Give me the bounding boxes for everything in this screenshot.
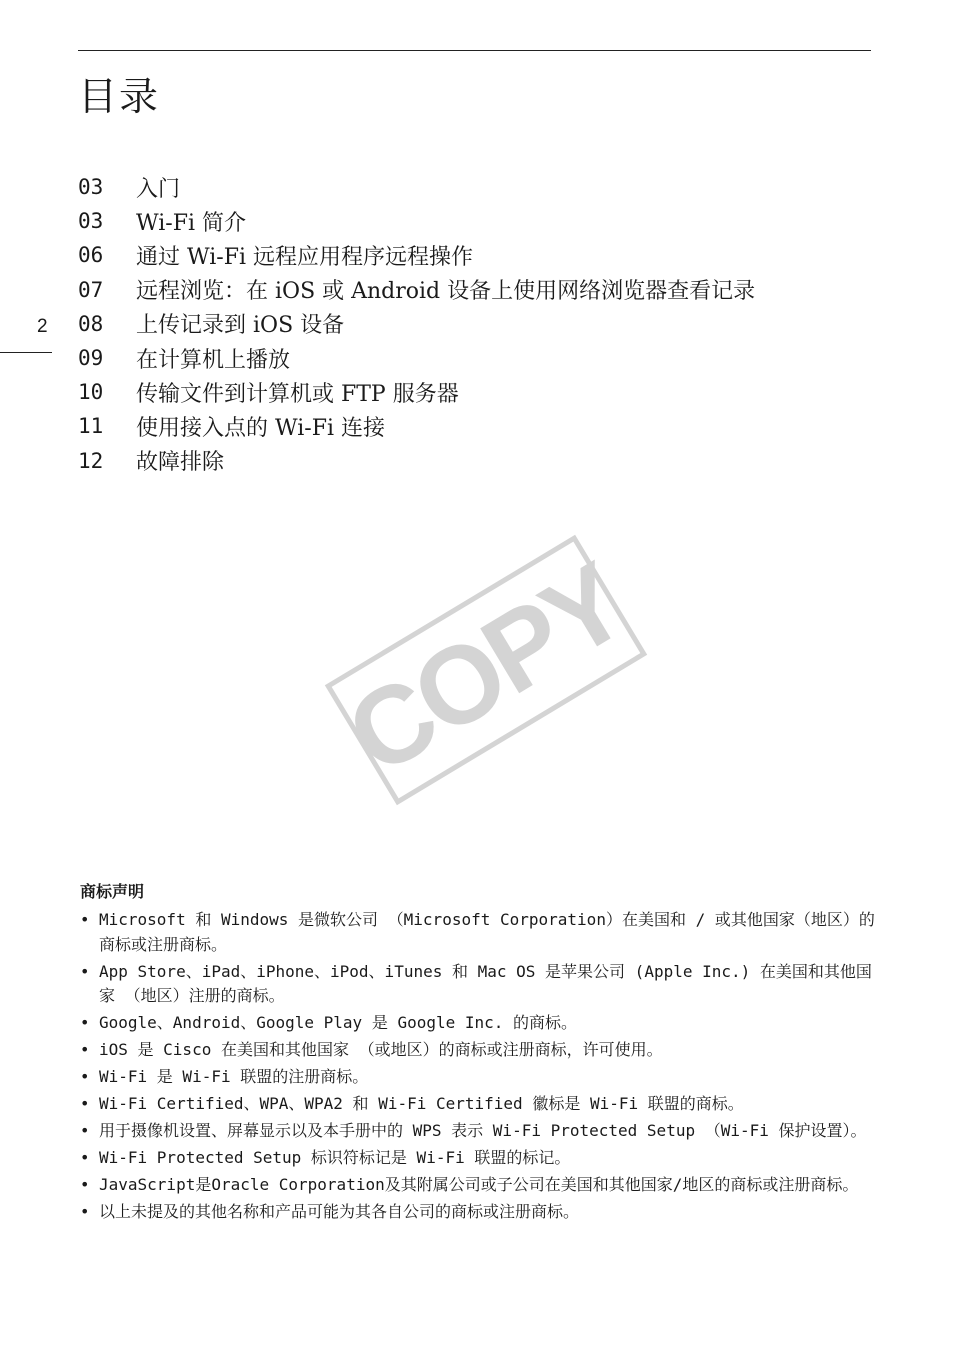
trademark-text: Wi-Fi Certified、WPA、WPA2 和 Wi-Fi Certified 徽标是 Wi-Fi 联盟的商标。 [99,1094,744,1113]
list-item [80,1173,880,1198]
list-item [80,1038,880,1063]
trademark-text: Microsoft 和 Windows 是微软公司 （Microsoft Corporation）在美国和 / 或其他国家（地区）的商标或注册商标。 [99,910,875,954]
toc-page-number: 11 [78,414,104,439]
copy-watermark-stamp [325,535,647,805]
trademark-notice [80,880,880,1227]
toc-entry-remote-operation[interactable] [78,238,755,272]
toc-title: 通过 Wi-Fi 远程应用程序远程操作 [136,244,473,270]
list-item [80,1119,880,1144]
list-item [80,1146,880,1171]
bullet-icon: • [80,1148,90,1167]
toc-page-number: 12 [78,448,104,473]
bullet-icon: • [80,1040,90,1059]
page-title: 目录 [78,75,161,120]
trademark-text: Wi-Fi 是 Wi-Fi 联盟的注册商标。 [99,1067,369,1086]
bullet-icon: • [80,1067,90,1086]
toc-entry-remote-browse[interactable] [78,273,755,307]
toc-title: 使用接入点的 Wi-Fi 连接 [136,415,385,441]
toc-entry-upload-ios[interactable] [78,307,755,341]
toc-entry-troubleshooting[interactable] [78,444,755,478]
trademark-list [80,908,880,1225]
toc-title: 入门 [136,176,181,202]
page-number: 2 [37,316,48,337]
list-item [80,960,880,1009]
bullet-icon: • [80,910,90,929]
trademark-text: Wi-Fi Protected Setup 标识符标记是 Wi-Fi 联盟的标记。 [99,1148,571,1167]
toc-entry-transfer-files[interactable] [78,375,755,409]
toc-title: 故障排除 [136,450,225,476]
list-item [80,1011,880,1036]
trademark-text: 以上未提及的其他名称和产品可能为其各自公司的商标或注册商标。 [99,1202,580,1221]
trademark-text: 用于摄像机设置、屏幕显示以及本手册中的 WPS 表示 Wi-Fi Protected Setup （Wi-Fi 保护设置）。 [99,1121,867,1140]
toc-title: 传输文件到计算机或 FTP 服务器 [136,381,459,407]
trademark-text: iOS 是 Cisco 在美国和其他国家 （或地区）的商标或注册商标，许可使用。 [99,1040,663,1059]
bullet-icon: • [80,1013,90,1032]
toc-title: 远程浏览：在 iOS 或 Android 设备上使用网络浏览器查看记录 [136,279,756,305]
bullet-icon: • [80,961,90,981]
watermark-text: COPY [327,540,645,799]
toc-title: Wi-Fi 简介 [136,210,246,236]
toc-title: 上传记录到 iOS 设备 [136,313,345,339]
trademark-text: JavaScript是Oracle Corporation及其附属公司或子公司在美国和其他国家/地区的商标或注册商标。 [99,1175,859,1194]
toc-page-number: 06 [78,243,104,268]
side-rule [0,352,52,353]
toc-page-number: 08 [78,311,104,336]
toc-entry-wifi-intro[interactable] [78,204,755,238]
bullet-icon: • [80,1202,90,1221]
list-item [80,1065,880,1090]
toc-entry-playback-computer[interactable] [78,341,755,375]
list-item [80,1092,880,1117]
bullet-icon: • [80,1121,90,1140]
toc-page-number: 07 [78,277,104,302]
toc-page-number: 09 [78,346,104,371]
toc-title: 在计算机上播放 [136,347,291,373]
toc-page-number: 03 [78,175,104,200]
list-item [80,1200,880,1225]
toc-entry-access-point[interactable] [78,409,755,443]
trademark-text: Google、Android、Google Play 是 Google Inc. 的商标。 [99,1013,578,1032]
toc-entry-getting-started[interactable] [78,170,755,204]
bullet-icon: • [80,1094,90,1113]
table-of-contents [78,170,755,478]
toc-page-number: 10 [78,380,104,405]
top-rule [78,50,871,51]
list-item [80,908,880,957]
toc-page-number: 03 [78,209,104,234]
bullet-icon: • [80,1175,90,1194]
trademark-text: App Store、iPad、iPhone、iPod、iTunes 和 Mac OS 是苹果公司 (Apple Inc.) 在美国和其他国家 （地区）注册的商标。 [99,961,872,1005]
trademark-heading: 商标声明 [80,882,145,901]
